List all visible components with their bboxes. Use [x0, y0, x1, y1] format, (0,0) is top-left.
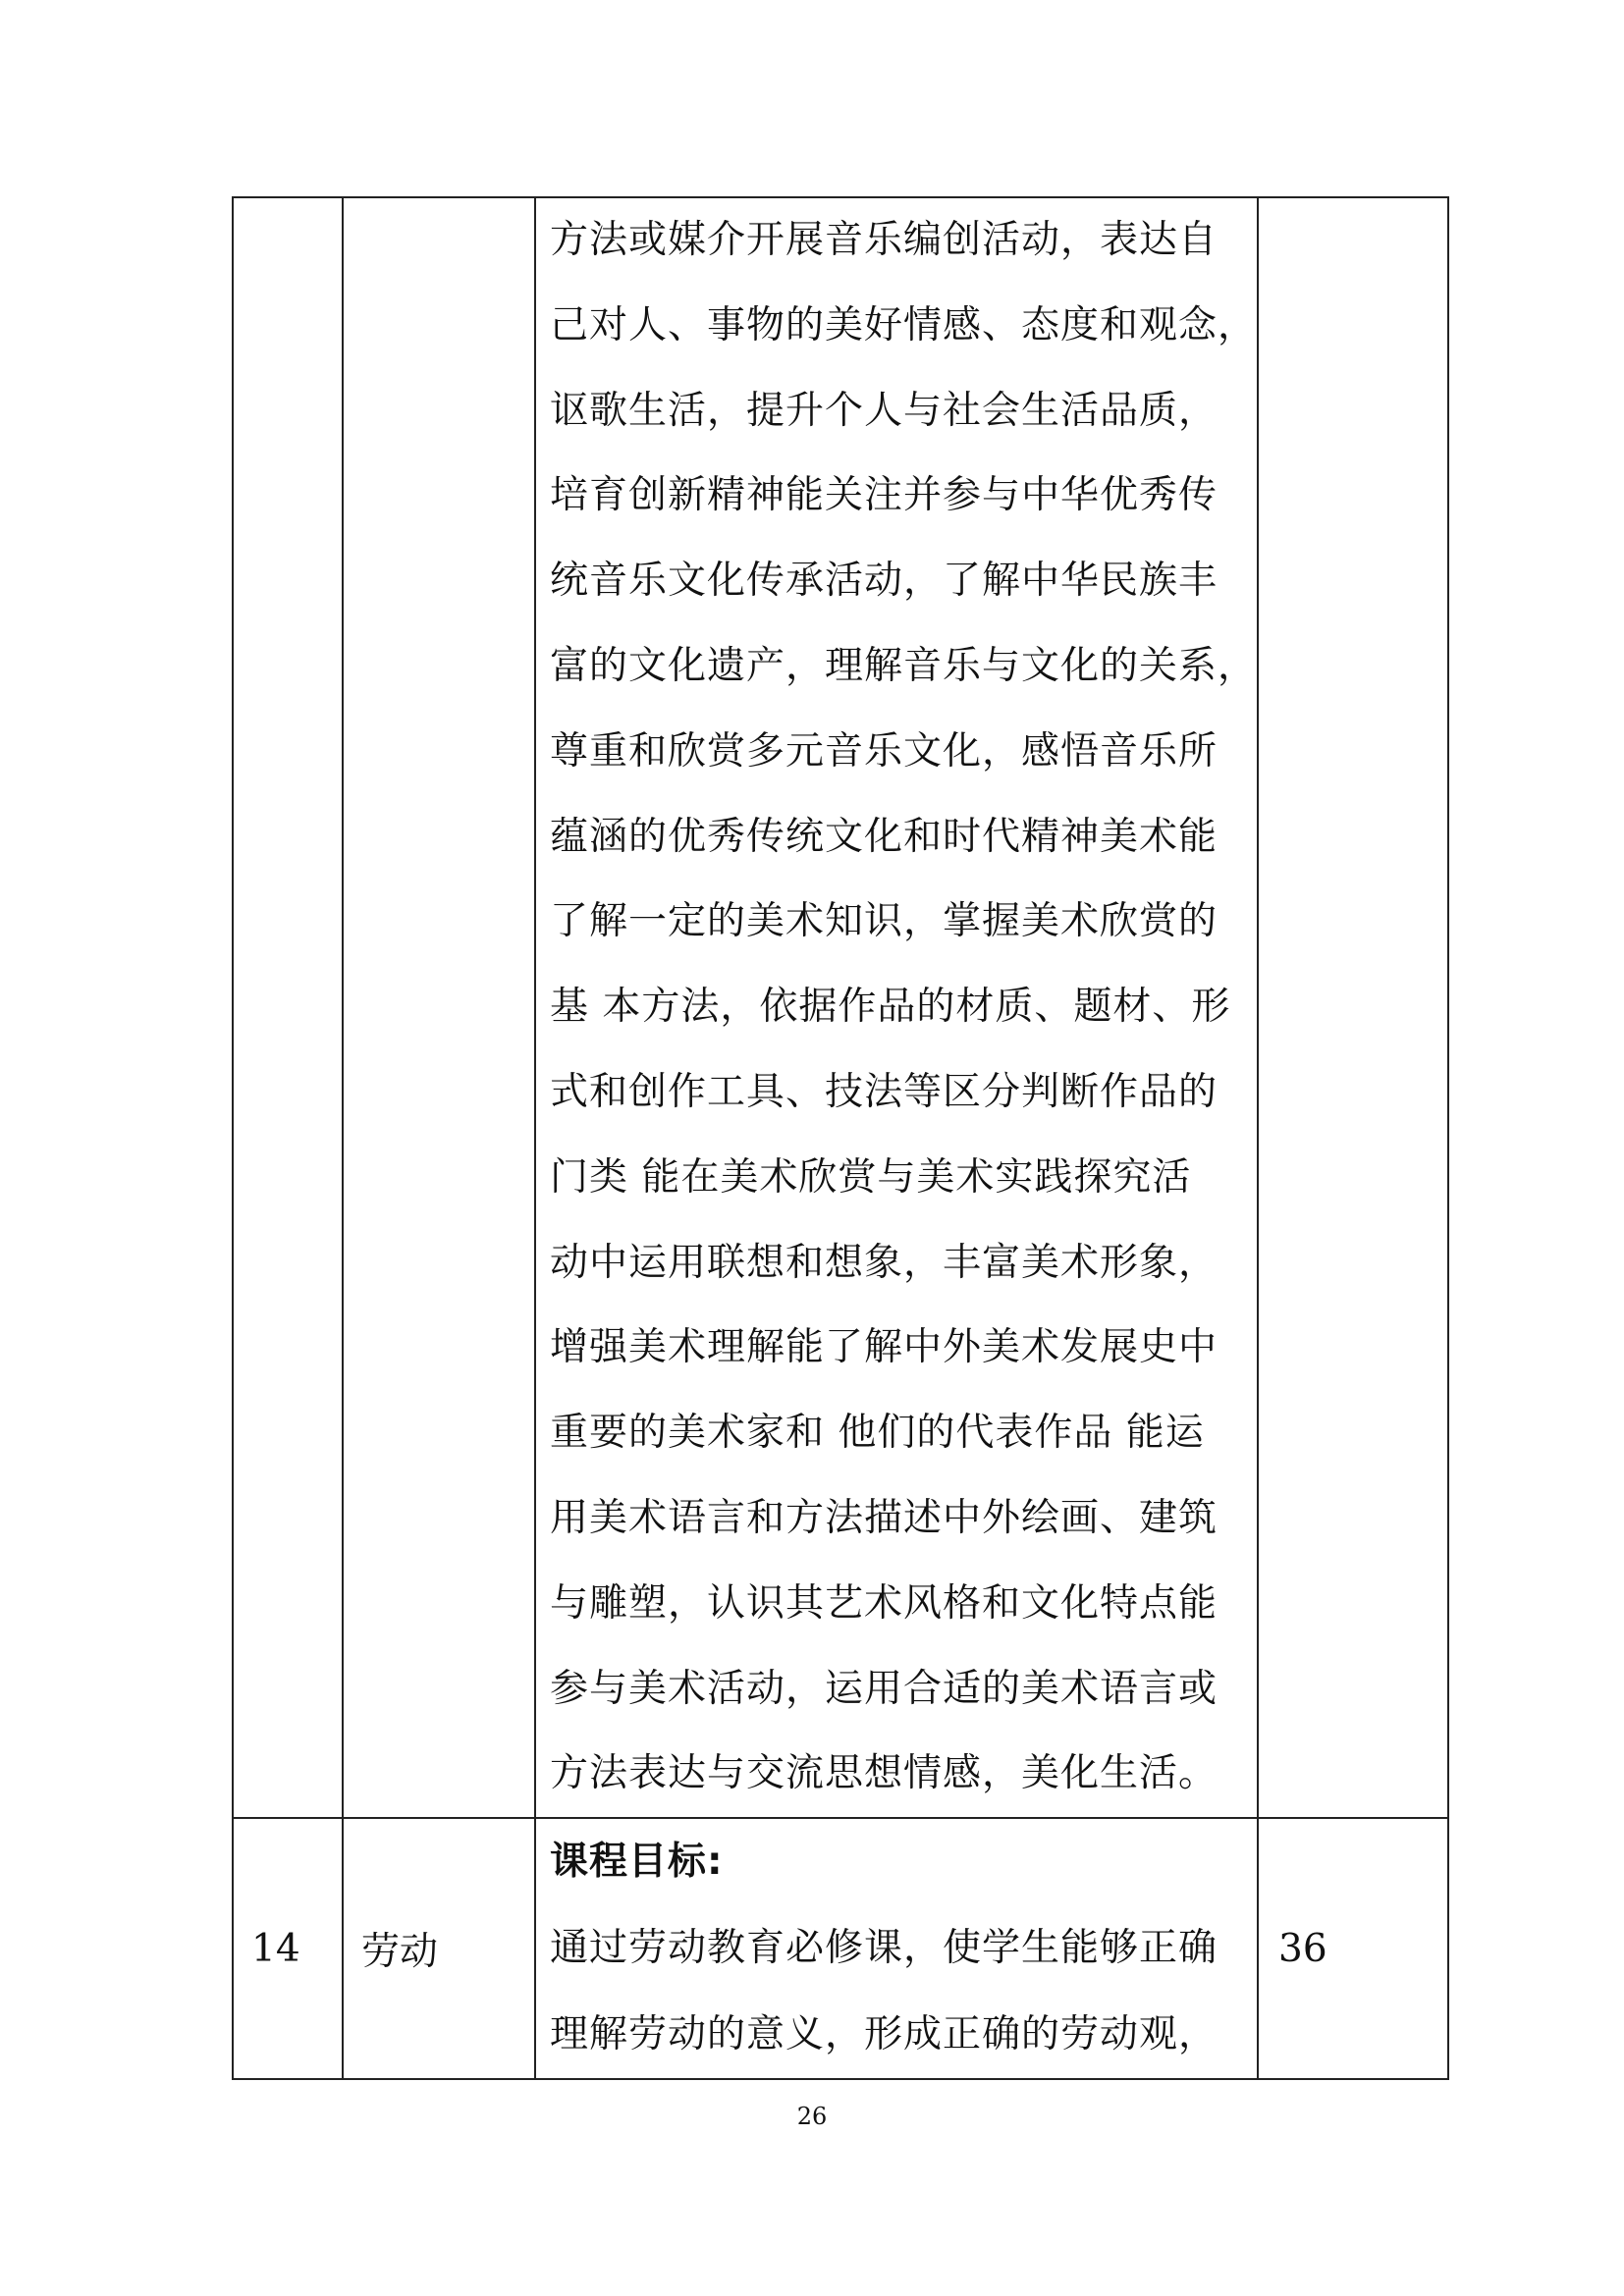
content-cell [535, 1818, 1258, 2079]
content-line: 用美术语言和方法描述中外绘画、建筑 [550, 1495, 1218, 1540]
content-line: 讴歌生活，提升个人与社会生活品质， [550, 388, 1218, 433]
hours-cell [1258, 197, 1448, 1818]
table-row [233, 197, 1448, 1818]
page-number: 26 [796, 2103, 828, 2130]
course-number: 14 [233, 1818, 343, 2079]
content-line: 富的文化遗产，理解音乐与文化的关系， [550, 643, 1258, 688]
content-line: 通过劳动教育必修课，使学生能够正确 [550, 1926, 1218, 1971]
content-line: 尊重和欣赏多元音乐文化，感悟音乐所 [550, 728, 1218, 774]
number-cell [233, 197, 343, 1818]
course-goal-heading: 课程目标: [550, 1840, 724, 1885]
content-line: 与雕塑，认识其艺术风格和文化特点能 [550, 1580, 1218, 1626]
content-line: 增强美术理解能了解中外美术发展史中 [550, 1325, 1218, 1370]
content-line: 方法或媒介开展音乐编创活动，表达自 [550, 218, 1218, 262]
course-hours: 36 [1258, 1818, 1448, 2079]
content-line: 门类 能在美术欣赏与美术实践探究活 [550, 1154, 1192, 1200]
content-line: 统音乐文化传承活动，了解中华民族丰 [550, 559, 1218, 604]
content-line: 方法表达与交流思想情感，美化生活。 [550, 1751, 1218, 1796]
content-line: 重要的美术家和 他们的代表作品 能运 [550, 1411, 1205, 1456]
course-table [232, 196, 1449, 2080]
content-line: 蕴涵的优秀传统文化和时代精神美术能 [550, 814, 1218, 859]
table-row [233, 1818, 1448, 2079]
content-line: 培育创新精神能关注并参与中华优秀传 [550, 473, 1218, 518]
content-cell [535, 197, 1258, 1818]
name-cell [343, 197, 535, 1818]
content-line: 己对人、事物的美好情感、态度和观念， [550, 302, 1258, 347]
content-line: 基 本方法，依据作品的材质、题材、形 [550, 985, 1231, 1030]
course-name: 劳动 [343, 1818, 535, 2079]
content-line: 参与美术活动，运用合适的美术语言或 [550, 1666, 1218, 1711]
content-line: 了解一定的美术知识，掌握美术欣赏的 [550, 899, 1218, 944]
content-line: 动中运用联想和想象，丰富美术形象， [550, 1240, 1218, 1285]
content-line: 理解劳动的意义，形成正确的劳动观， [550, 2012, 1218, 2057]
content-line: 式和创作工具、技法等区分判断作品的 [550, 1069, 1218, 1114]
